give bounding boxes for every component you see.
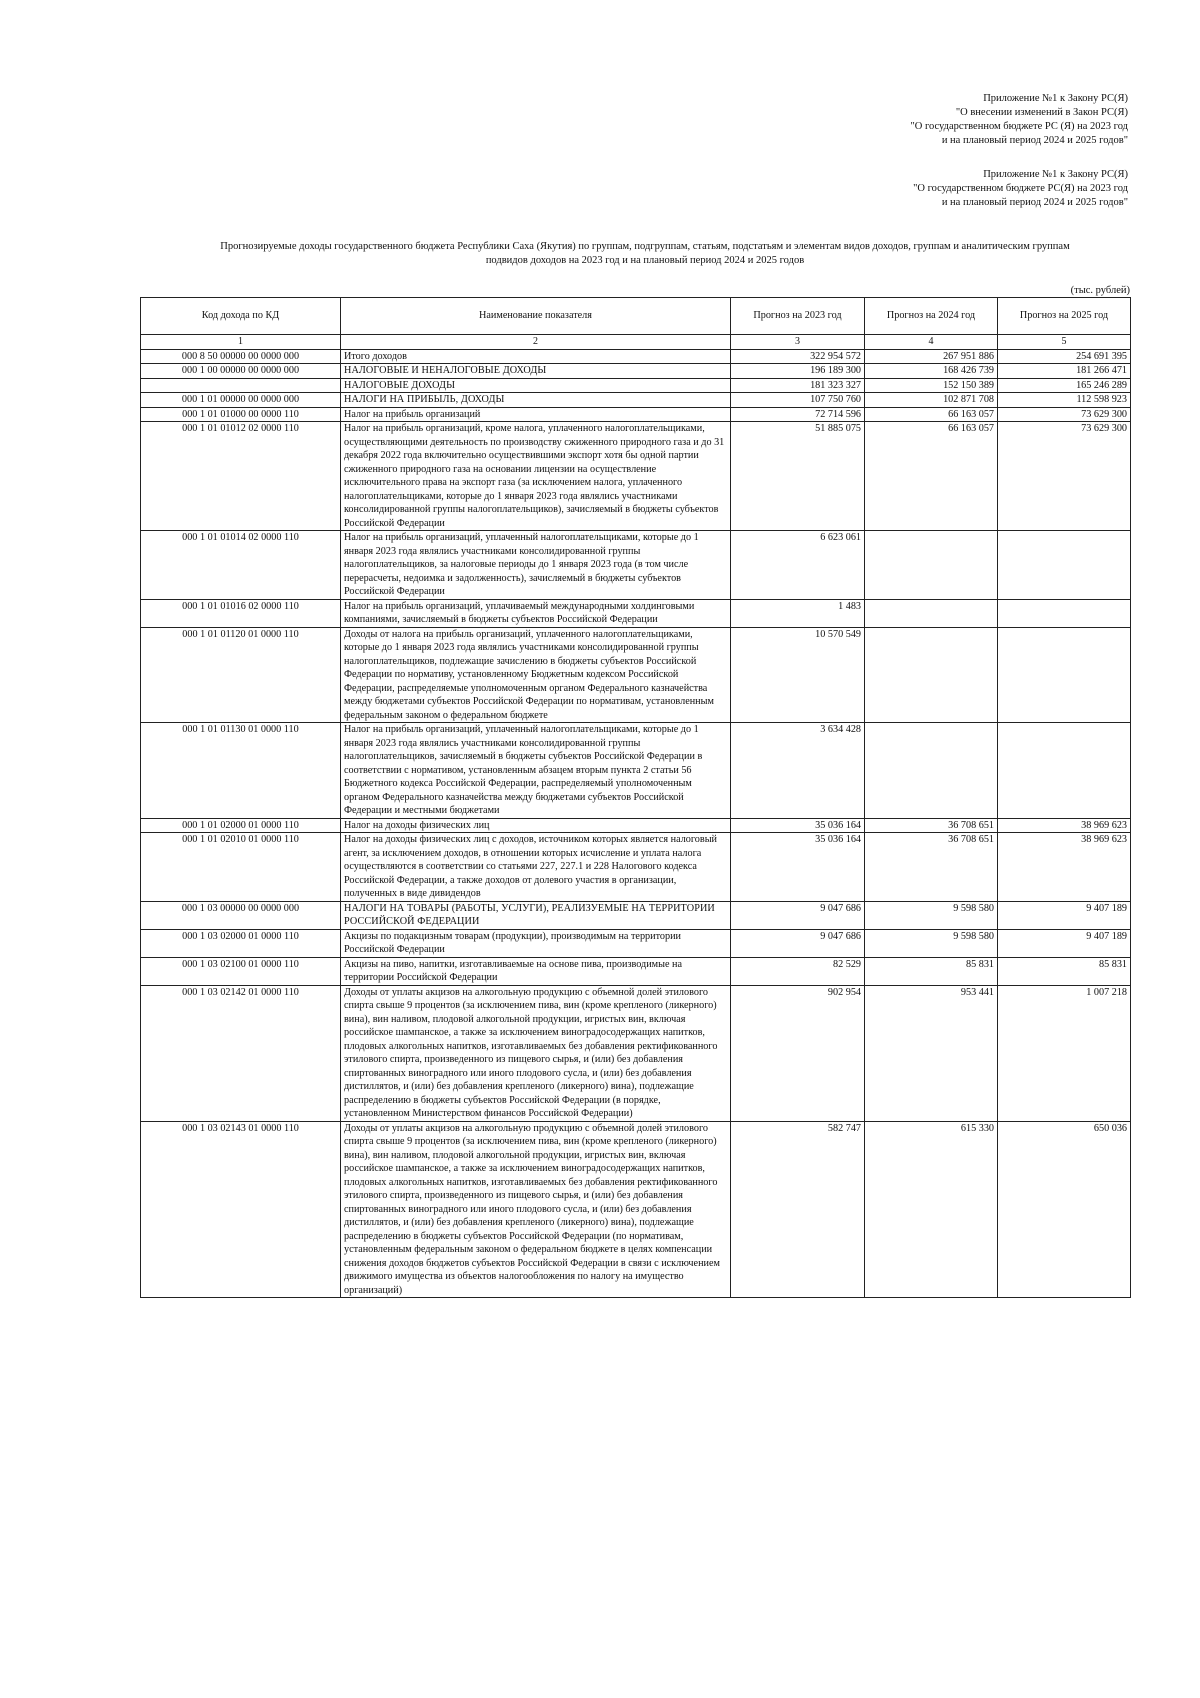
forecast-2023: 9 047 686	[731, 929, 865, 957]
income-code: 000 1 01 02010 01 0000 110	[141, 833, 341, 902]
forecast-2024: 9 598 580	[865, 901, 998, 929]
forecast-2025: 85 831	[998, 957, 1131, 985]
column-number: 2	[341, 335, 731, 350]
income-code: 000 1 01 01016 02 0000 110	[141, 599, 341, 627]
income-code: 000 1 03 00000 00 0000 000	[141, 901, 341, 929]
forecast-2025	[998, 599, 1131, 627]
indicator-name: НАЛОГОВЫЕ И НЕНАЛОГОВЫЕ ДОХОДЫ	[341, 364, 731, 379]
column-header-2025: Прогноз на 2025 год	[998, 298, 1131, 335]
column-number: 1	[141, 335, 341, 350]
forecast-2023: 582 747	[731, 1121, 865, 1298]
column-number: 5	[998, 335, 1131, 350]
forecast-2025: 38 969 623	[998, 818, 1131, 833]
forecast-2023: 1 483	[731, 599, 865, 627]
table-row	[141, 901, 1131, 929]
table-row	[141, 393, 1131, 408]
table-row	[141, 422, 1131, 531]
table-row	[141, 818, 1131, 833]
indicator-name: Доходы от уплаты акцизов на алкогольную продукцию с объемной долей этилового спирта свыше 9 процентов (за исключением пива, вин (кроме крепленого (ликерного) вина), вин наливом, плодовой алкогольной продукции, игристых вин, включая российское шампанское, а также за исключением виноградосодержащих напитков, плодовых алкогольных напитков, изготавливаемых без добавления ректификованного этилового спирта, произведенного из пищевого сырья, и (или) без добавления спиртованных виноградного или иного плодового сусла, и (или) без добавления дистиллятов, и (или) без добавления крепленого (ликерного) вина), подлежащие распределению в бюджеты субъектов Российской Федерации (по нормативам, установленным федеральным законом о федеральном бюджете в целях компенсации снижения доходов бюджетов субъектов Российской Федерации в связи с исключением движимого имущества из объектов налогообложения по налогу на имущество организаций)	[341, 1121, 731, 1298]
table-row	[141, 985, 1131, 1121]
forecast-2024: 615 330	[865, 1121, 998, 1298]
income-code: 000 1 01 02000 01 0000 110	[141, 818, 341, 833]
table-row	[141, 378, 1131, 393]
income-code: 000 1 01 00000 00 0000 000	[141, 393, 341, 408]
indicator-name: Налог на доходы физических лиц с доходов, источником которых является налоговый агент, за исключением доходов, в отношении которых исчисление и уплата налога осуществляются в соответствии со статьями 227, 227.1 и 228 Налогового кодекса Российской Федерации, а также доходов от долевого участия в организации, полученных в виде дивидендов	[341, 833, 731, 902]
income-code: 000 1 01 01130 01 0000 110	[141, 723, 341, 819]
indicator-name: Налог на прибыль организаций, уплаченный налогоплательщиками, которые до 1 января 2023 года являлись участниками консолидированной группы налогоплательщиков, за налоговые периоды до 1 января 2023 года (в том числе перерасчеты, недоимка и задолженность), зачисляемый в бюджеты субъектов Российской Федерации	[341, 531, 731, 600]
indicator-name: Налог на доходы физических лиц	[341, 818, 731, 833]
indicator-name: НАЛОГИ НА ТОВАРЫ (РАБОТЫ, УСЛУГИ), РЕАЛИЗУЕМЫЕ НА ТЕРРИТОРИИ РОССИЙСКОЙ ФЕДЕРАЦИИ	[341, 901, 731, 929]
forecast-2023: 196 189 300	[731, 364, 865, 379]
column-header-name: Наименование показателя	[341, 298, 731, 335]
income-code: 000 1 01 01000 00 0000 110	[141, 407, 341, 422]
header-line: "О государственном бюджете РС (Я) на 2023 год	[910, 121, 1128, 132]
forecast-2024: 36 708 651	[865, 833, 998, 902]
income-code: 000 1 03 02143 01 0000 110	[141, 1121, 341, 1298]
header-line: "О внесении изменений в Закон РС(Я)	[955, 107, 1128, 118]
forecast-2025: 254 691 395	[998, 349, 1131, 364]
header-line: Приложение №1 к Закону РС(Я)	[983, 93, 1128, 104]
column-header-code: Код дохода по КД	[141, 298, 341, 335]
income-code: 000 1 01 01012 02 0000 110	[141, 422, 341, 531]
header-line: "О государственном бюджете РС(Я) на 2023 год	[913, 183, 1128, 194]
forecast-2023: 6 623 061	[731, 531, 865, 600]
header-line: и на плановый период 2024 и 2025 годов"	[941, 197, 1128, 208]
forecast-2023: 82 529	[731, 957, 865, 985]
units-label: (тыс. рублей)	[1070, 285, 1130, 296]
table-row	[141, 723, 1131, 819]
forecast-2023: 35 036 164	[731, 818, 865, 833]
indicator-name: Налог на прибыль организаций, уплаченный налогоплательщиками, которые до 1 января 2023 года являлись участниками консолидированной группы налогоплательщиков, зачисляемый в бюджеты субъектов Российской Федерации в соответствии с нормативом, установленным абзацем вторым пункта 2 статьи 56 Бюджетного кодекса Российской Федерации, распределяемый уполномоченным органом Федерального казначейства между бюджетами субъектов Российской Федерации и местными бюджетами	[341, 723, 731, 819]
income-code: 000 1 01 01120 01 0000 110	[141, 627, 341, 723]
forecast-2023: 51 885 075	[731, 422, 865, 531]
forecast-2025: 73 629 300	[998, 422, 1131, 531]
forecast-2024	[865, 531, 998, 600]
forecast-2024: 168 426 739	[865, 364, 998, 379]
title-line: подвидов доходов на 2023 год и на плановый период 2024 и 2025 годов	[485, 255, 805, 266]
forecast-2024	[865, 723, 998, 819]
indicator-name: НАЛОГИ НА ПРИБЫЛЬ, ДОХОДЫ	[341, 393, 731, 408]
table-row	[141, 957, 1131, 985]
forecast-2023: 3 634 428	[731, 723, 865, 819]
indicator-name: Доходы от налога на прибыль организаций, уплаченного налогоплательщиками, которые до 1 января 2023 года являлись участниками консолидированной группы налогоплательщиков, подлежащие зачислению в бюджеты субъектов Российской Федерации по нормативу, установленному Бюджетным кодексом Российской Федерации, распределяемые уполномоченным органом Федерального казначейства между бюджетами субъектов Российской Федерации по нормативам, установленным федеральным законом о федеральном бюджете	[341, 627, 731, 723]
forecast-2025	[998, 627, 1131, 723]
indicator-name: Налог на прибыль организаций	[341, 407, 731, 422]
forecast-2024: 152 150 389	[865, 378, 998, 393]
table-header-row	[141, 298, 1131, 335]
table-row	[141, 531, 1131, 600]
income-code	[141, 378, 341, 393]
forecast-2024: 36 708 651	[865, 818, 998, 833]
forecast-2024: 267 951 886	[865, 349, 998, 364]
forecast-2023: 107 750 760	[731, 393, 865, 408]
table-row	[141, 407, 1131, 422]
forecast-2025: 9 407 189	[998, 929, 1131, 957]
table-row	[141, 364, 1131, 379]
forecast-2023: 322 954 572	[731, 349, 865, 364]
forecast-2024: 66 163 057	[865, 407, 998, 422]
table-row	[141, 627, 1131, 723]
appendix-header-current	[910, 92, 1128, 148]
income-code: 000 1 03 02000 01 0000 110	[141, 929, 341, 957]
column-number: 4	[865, 335, 998, 350]
income-code: 000 1 01 01014 02 0000 110	[141, 531, 341, 600]
forecast-2025: 181 266 471	[998, 364, 1131, 379]
forecast-2025: 1 007 218	[998, 985, 1131, 1121]
forecast-2024	[865, 599, 998, 627]
table-row	[141, 1121, 1131, 1298]
header-line: и на плановый период 2024 и 2025 годов"	[941, 135, 1128, 146]
title-line: Прогнозируемые доходы государственного бюджета Республики Саха (Якутия) по группам, подгруппам, статьям, подстатьям и элементам видов доходов, группам и аналитическим группам	[220, 241, 1070, 252]
column-number-row	[141, 335, 1131, 350]
indicator-name: Налог на прибыль организаций, уплачиваемый международными холдинговыми компаниями, зачисляемый в бюджеты субъектов Российской Федерации	[341, 599, 731, 627]
forecast-2023: 35 036 164	[731, 833, 865, 902]
indicator-name: Доходы от уплаты акцизов на алкогольную продукцию с объемной долей этилового спирта свыше 9 процентов (за исключением пива, вин (кроме крепленого (ликерного) вина), вин наливом, плодовой алкогольной продукции, игристых вин, включая российское шампанское, а также за исключением виноградосодержащих напитков, плодовых алкогольных напитков, изготавливаемых без добавления ректификованного этилового спирта, произведенного из пищевого сырья, и (или) без добавления спиртованных виноградного или иного плодового сусла, и (или) без добавления дистиллятов, и (или) без добавления крепленого (ликерного) вина), подлежащие распределению в бюджеты субъектов Российской Федерации (в порядке, установленном Министерством финансов Российской Федерации)	[341, 985, 731, 1121]
income-code: 000 8 50 00000 00 0000 000	[141, 349, 341, 364]
forecast-2024: 953 441	[865, 985, 998, 1121]
appendix-header-original	[913, 168, 1128, 210]
forecast-2025: 9 407 189	[998, 901, 1131, 929]
forecast-2025: 650 036	[998, 1121, 1131, 1298]
forecast-2023: 902 954	[731, 985, 865, 1121]
forecast-2023: 10 570 549	[731, 627, 865, 723]
indicator-name: НАЛОГОВЫЕ ДОХОДЫ	[341, 378, 731, 393]
income-code: 000 1 00 00000 00 0000 000	[141, 364, 341, 379]
forecast-2025	[998, 531, 1131, 600]
header-line: Приложение №1 к Закону РС(Я)	[983, 169, 1128, 180]
column-header-2023: Прогноз на 2023 год	[731, 298, 865, 335]
forecast-2025	[998, 723, 1131, 819]
column-header-2024: Прогноз на 2024 год	[865, 298, 998, 335]
table-row	[141, 349, 1131, 364]
indicator-name: Налог на прибыль организаций, кроме налога, уплаченного налогоплательщиками, осуществляющими деятельность по производству сжиженного природного газа и до 31 декабря 2022 года включительно осуществившими экспорт хотя бы одной партии сжиженного природного газа на основании лицензии на осуществление исключительного права на экспорт газа (за исключением налога, уплаченного налогоплательщиками, которые до 1 января 2023 года являлись участниками консолидированной группы налогоплательщиков), зачисляемый в бюджеты субъектов Российской Федерации	[341, 422, 731, 531]
forecast-2023: 9 047 686	[731, 901, 865, 929]
indicator-name: Акцизы по подакцизным товарам (продукции), производимым на территории Российской Федерации	[341, 929, 731, 957]
income-code: 000 1 03 02142 01 0000 110	[141, 985, 341, 1121]
forecast-2024	[865, 627, 998, 723]
forecast-2025: 38 969 623	[998, 833, 1131, 902]
forecast-2024: 66 163 057	[865, 422, 998, 531]
forecast-2023: 181 323 327	[731, 378, 865, 393]
forecast-2025: 112 598 923	[998, 393, 1131, 408]
forecast-2024: 9 598 580	[865, 929, 998, 957]
table-row	[141, 929, 1131, 957]
revenue-table	[140, 297, 1131, 1298]
forecast-2023: 72 714 596	[731, 407, 865, 422]
document-title	[150, 240, 1140, 268]
indicator-name: Итого доходов	[341, 349, 731, 364]
table-row	[141, 833, 1131, 902]
table-row	[141, 599, 1131, 627]
income-code: 000 1 03 02100 01 0000 110	[141, 957, 341, 985]
indicator-name: Акцизы на пиво, напитки, изготавливаемые на основе пива, производимые на территории Российской Федерации	[341, 957, 731, 985]
column-number: 3	[731, 335, 865, 350]
forecast-2025: 73 629 300	[998, 407, 1131, 422]
forecast-2025: 165 246 289	[998, 378, 1131, 393]
forecast-2024: 102 871 708	[865, 393, 998, 408]
forecast-2024: 85 831	[865, 957, 998, 985]
